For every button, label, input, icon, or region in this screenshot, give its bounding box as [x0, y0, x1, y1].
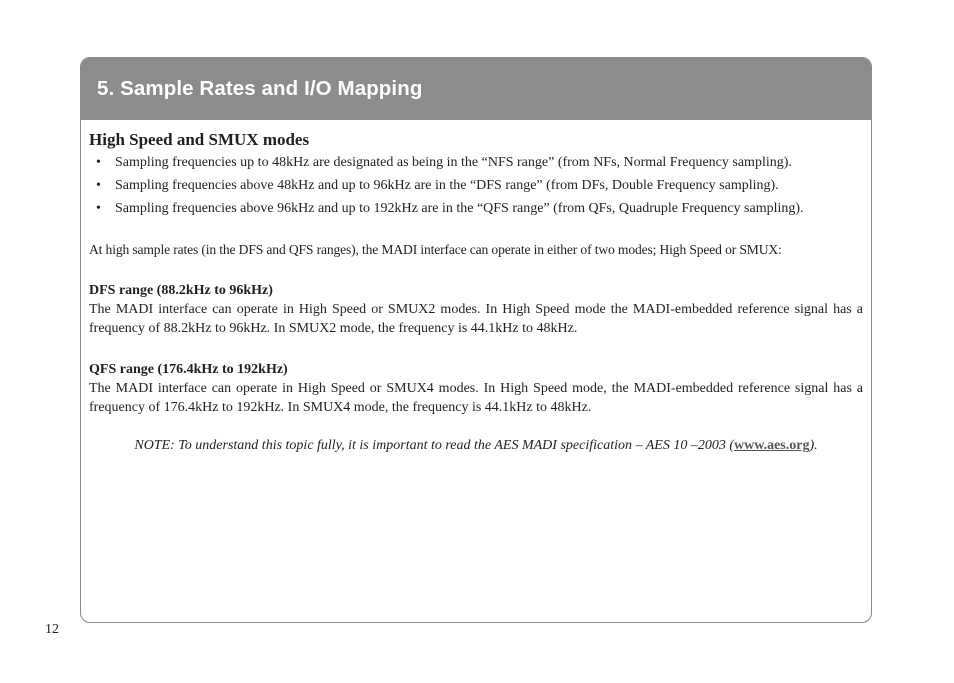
qfs-block	[89, 360, 863, 417]
list-item-text: Sampling frequencies above 48kHz and up to 96kHz are in the “DFS range” (from DFs, Double Frequency sampling).	[115, 178, 779, 193]
aes-link[interactable]: www.aes.org	[734, 438, 810, 453]
list-item-text: Sampling frequencies up to 48kHz are designated as being in the “NFS range” (from NFs, Normal Frequency sampling).	[115, 155, 792, 170]
bullet-icon: •	[96, 201, 101, 216]
dfs-block	[89, 281, 863, 338]
page-number: 12	[45, 622, 59, 637]
section-header-bar	[81, 58, 871, 120]
section-content	[81, 120, 871, 455]
intro-paragraph: At high sample rates (in the DFS and QFS ranges), the MADI interface can operate in either of two modes; High Speed or SMUX:	[89, 242, 782, 257]
note-prefix: NOTE: To understand this topic fully, it is important to read the AES MADI specification – AES 10 –2003 (	[134, 438, 735, 453]
list-item-text: Sampling frequencies above 96kHz and up to 192kHz are in the “QFS range” (from QFs, Quadruple Frequency sampling).	[115, 201, 804, 216]
section-heading: High Speed and SMUX modes	[89, 130, 310, 149]
list-item	[89, 199, 863, 218]
qfs-paragraph: The MADI interface can operate in High Speed or SMUX4 modes. In High Speed mode, the MADI-embedded reference signal has a frequency of 176.4kHz to 192kHz. In SMUX4 mode, the frequency is 44.1kHz to 48kHz.	[89, 381, 863, 415]
note-paragraph	[89, 436, 863, 455]
list-item	[89, 176, 863, 195]
section-panel	[80, 57, 872, 623]
bullet-list	[89, 153, 863, 218]
note-suffix: ).	[809, 438, 818, 453]
dfs-heading: DFS range (88.2kHz to 96kHz)	[89, 283, 273, 298]
page-title: 5. Sample Rates and I/O Mapping	[97, 77, 423, 100]
bullet-icon: •	[96, 178, 101, 193]
qfs-heading: QFS range (176.4kHz to 192kHz)	[89, 362, 288, 377]
bullet-icon: •	[96, 155, 101, 170]
dfs-paragraph: The MADI interface can operate in High Speed or SMUX2 modes. In High Speed mode the MADI-embedded reference signal has a frequency of 88.2kHz to 96kHz. In SMUX2 mode, the frequency is 44.1kHz to 48kHz.	[89, 302, 863, 336]
list-item	[89, 153, 863, 172]
